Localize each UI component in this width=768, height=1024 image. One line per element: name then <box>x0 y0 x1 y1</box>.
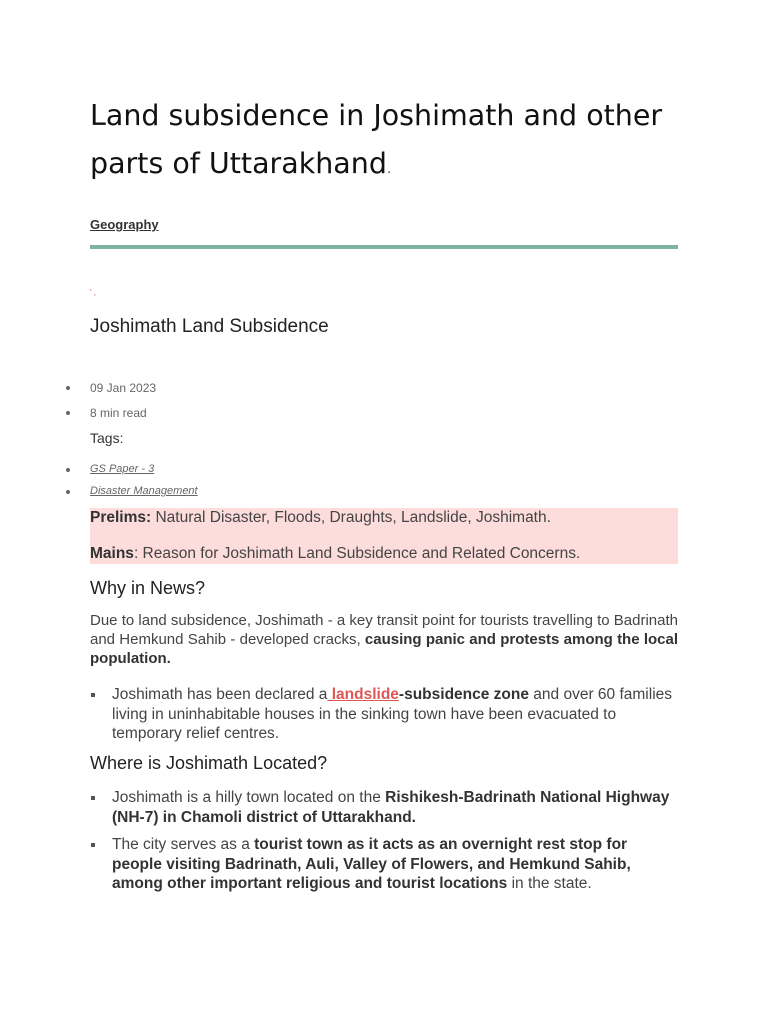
document-title <box>90 92 678 194</box>
read-time: 8 min read <box>90 406 147 420</box>
list-item <box>112 788 678 827</box>
divider <box>90 245 678 249</box>
list-item-text: in the state. <box>507 875 592 892</box>
mains-label: Mains <box>90 545 134 562</box>
bullet-icon <box>66 386 70 390</box>
prelims-line <box>90 509 551 527</box>
list-item-bold: Rishikesh-Badrinath National Highway (NH-7) in Chamoli district of Uttarakhand. <box>112 789 670 826</box>
document-title-suffix: . <box>386 162 392 177</box>
why-in-news-heading: Why in News? <box>90 578 206 598</box>
tag-link-disaster-management[interactable]: Disaster Management <box>90 485 198 497</box>
bullet-icon <box>66 468 70 472</box>
bullet-icon <box>66 411 70 415</box>
document-title-text: Land subsidence in Joshimath and other parts of Uttarakhand <box>90 99 663 180</box>
square-bullet-icon <box>91 796 95 800</box>
bullet-icon <box>66 490 70 494</box>
mains-line <box>90 545 580 563</box>
prelims-text: Natural Disaster, Floods, Draughts, Landslide, Joshimath. <box>151 509 551 526</box>
tags-label: Tags: <box>90 430 124 446</box>
mains-text: : Reason for Joshimath Land Subsidence and Related Concerns. <box>133 545 581 562</box>
list-item-text: The city serves as a <box>112 836 255 853</box>
why-in-news-paragraph <box>90 611 678 668</box>
tag-link-gs-paper[interactable]: GS Paper - 3 <box>90 463 155 475</box>
where-located-heading: Where is Joshimath Located? <box>90 753 328 773</box>
list-item <box>112 685 678 744</box>
category-link[interactable]: Geography <box>90 217 159 232</box>
landslide-link[interactable]: landslide <box>327 686 399 703</box>
list-item-bold: -subsidence zone <box>398 686 529 703</box>
list-item-text: and over 60 families living in uninhabitable houses in the sinking town have been evacuated to temporary relief centres. <box>112 686 673 742</box>
list-item-bold: tourist town as it acts as an overnight rest stop for people visiting Badrinath, Auli, Valley of Flowers, and Hemkund Sahib, among other important religious and tourist locations <box>112 836 631 892</box>
prelims-label: Prelims: <box>90 509 152 526</box>
list-item <box>112 835 678 894</box>
publish-date: 09 Jan 2023 <box>90 381 157 395</box>
why-para-text: Due to land subsidence, Joshimath - a key transit point for tourists travelling to Badrinath and Hemkund Sahib - developed cracks, <box>90 612 678 648</box>
list-item-text: Joshimath has been declared a <box>112 686 328 703</box>
article-title: Joshimath Land Subsidence <box>90 316 329 337</box>
decorative-mark: ‛ ‚ <box>90 288 96 297</box>
list-item-text: Joshimath is a hilly town located on the <box>112 789 386 806</box>
square-bullet-icon <box>91 843 95 847</box>
why-para-bold: causing panic and protests among the local population. <box>90 631 679 667</box>
square-bullet-icon <box>91 693 95 697</box>
